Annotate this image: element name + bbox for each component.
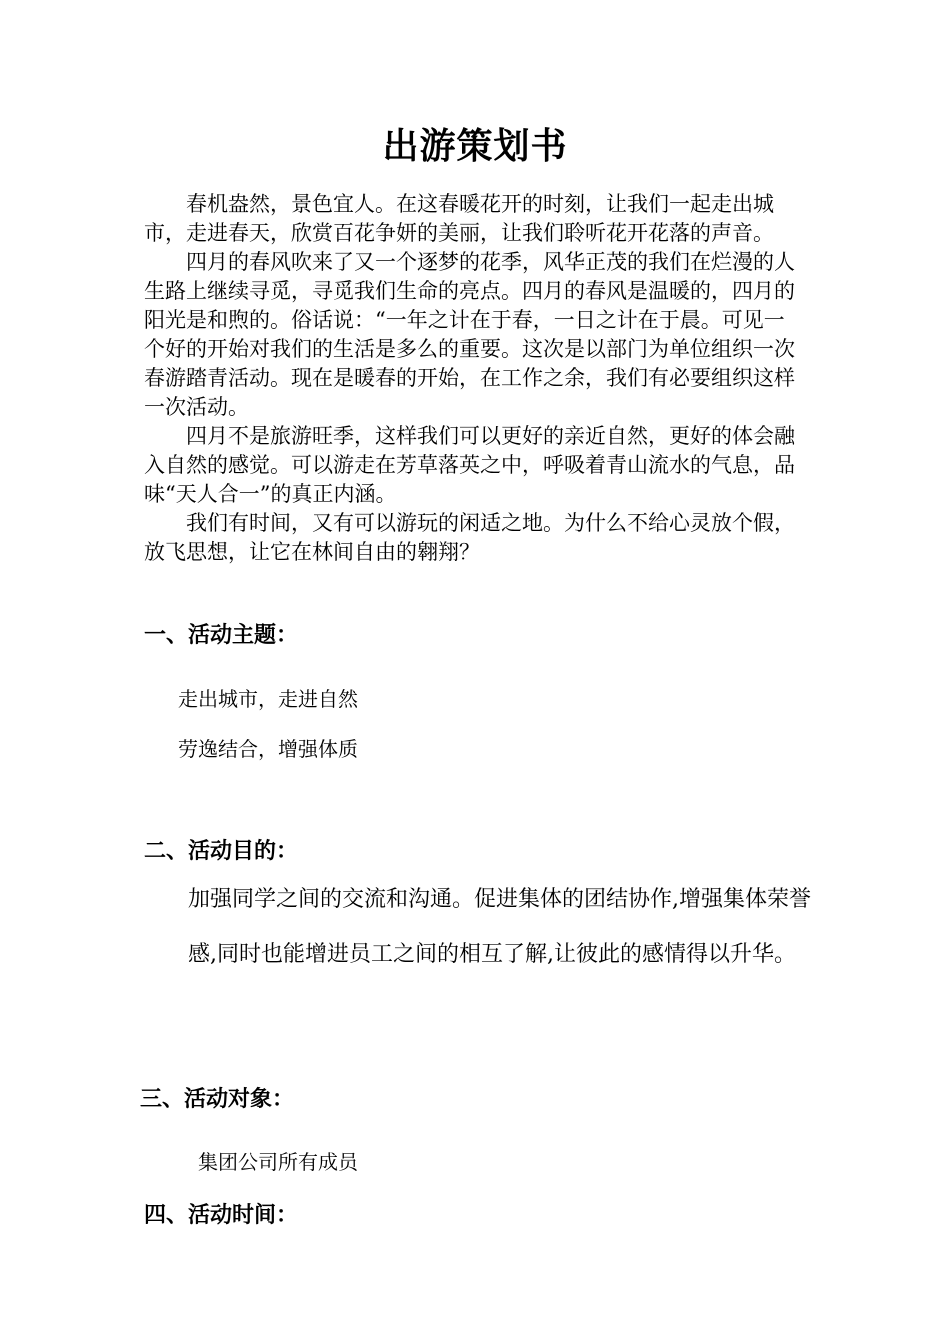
intro-paragraph: 我们有时间，又有可以游玩的闲适之地。为什么不给心灵放个假，放飞思想，让它在林间自由的翱翔？: [144, 511, 795, 564]
section-heading-theme: 一、活动主题：: [144, 623, 299, 648]
intro-paragraph: 春机盎然，景色宜人。在这春暖花开的时刻，让我们一起走出城市，走进春天，欣赏百花争妍的美丽，让我们聆听花开花落的声音。: [144, 192, 774, 245]
theme-line: 走出城市，走进自然: [178, 687, 358, 711]
theme-line: 劳逸结合，增强体质: [178, 737, 358, 761]
section-heading-time: 四、活动时间：: [144, 1203, 299, 1228]
purpose-text: 加强同学之间的交流和沟通。促进集体的团结协作,增强集体荣誉感,同时也能增进员工之间的相互了解,让彼此的感情得以升华。: [188, 887, 811, 967]
audience-line: 集团公司所有成员: [198, 1150, 358, 1174]
intro-paragraph: 四月的春风吹来了又一个逐梦的花季，风华正茂的我们在烂漫的人生路上继续寻觅，寻觅我们生命的亮点。四月的春风是温暖的，四月的阳光是和煦的。俗话说：“一年之计在于春，一日之计在于晨。可见一个好的开始对我们的生活是多么的重要。这次是以部门为单位组织一次春游踏青活动。现在是暖春的开始，在工作之余，我们有必要组织这样一次活动。: [144, 250, 795, 419]
intro-section: [144, 190, 804, 567]
intro-paragraph: 四月不是旅游旺季，这样我们可以更好的亲近自然，更好的体会融入自然的感觉。可以游走在芳草落英之中，呼吸着青山流水的气息，品味“天人合一”的真正内涵。: [144, 424, 795, 506]
section-heading-audience: 三、活动对象：: [140, 1087, 295, 1112]
document-title: 出游策划书: [382, 126, 568, 167]
section-heading-purpose: 二、活动目的：: [144, 839, 299, 864]
